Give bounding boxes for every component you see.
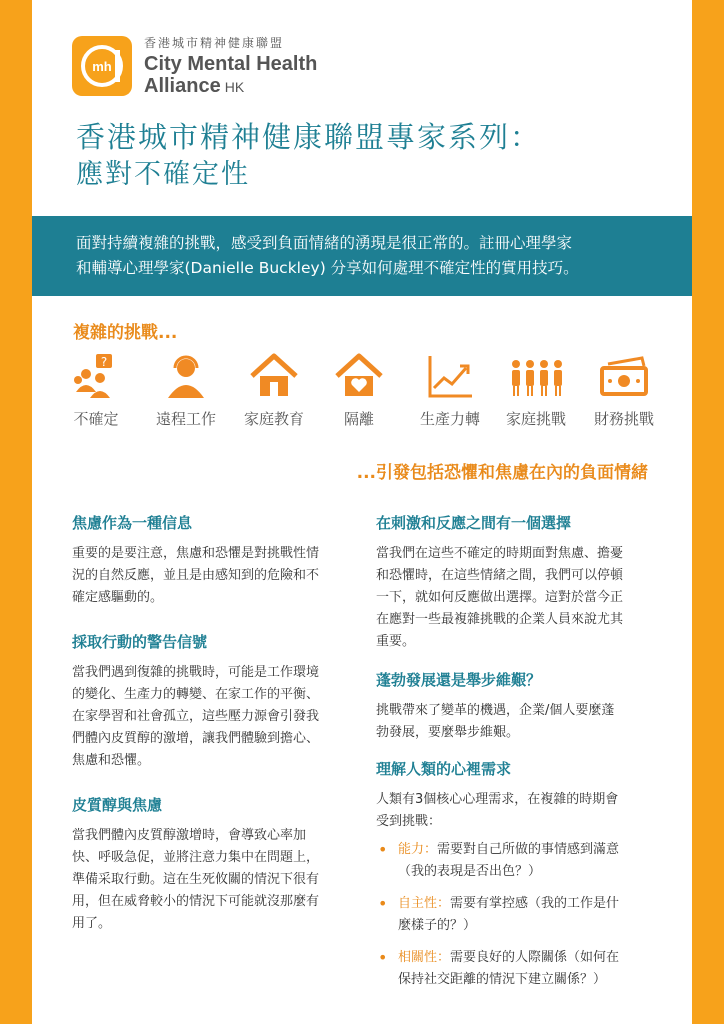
logo-mark-text: mh	[81, 45, 123, 87]
section-cortisol-anxiety	[72, 794, 352, 935]
logo-english-line2: Alliance HK	[144, 75, 245, 97]
need-term: 能力：	[398, 842, 438, 857]
family-icon	[508, 352, 564, 400]
section-heading: 在刺激和反應之間有一個選擇	[376, 514, 572, 532]
page-title	[76, 118, 541, 194]
people-question-icon	[70, 352, 122, 400]
challenge-uncertainty	[48, 352, 144, 429]
challenges-icon-row	[66, 352, 676, 442]
section-heading: 蓬勃發展還是舉步維艱？	[376, 671, 542, 689]
section-choice-between-stimulus-response	[376, 512, 656, 653]
challenge-label: 遠程工作	[155, 410, 216, 428]
section-body: 當我們遇到復雜的挑戰時，可能是工作環境 的變化、生產力的轉變、在家工作的平衡、 在家學習和社會孤立，這些壓力源會引發我 們體內皮質醇的激增，讓我們體驗到擔心、 焦慮和恐懼。	[72, 665, 320, 768]
left-orange-border	[0, 0, 32, 1024]
intro-banner	[32, 216, 692, 296]
logo-chinese-name: 香港城市精神健康聯盟	[144, 36, 285, 50]
section-body: 當我們體內皮質醇激增時，會導致心率加 快、呼吸急促，並將注意力集中在問題上， 準備采取行動。這在生死攸關的情況下很有 用，但在威脅較小的情況下可能就沒那麼有 用了。	[72, 828, 320, 931]
money-icon	[598, 352, 650, 400]
brand-logo	[72, 34, 317, 98]
challenge-remote-work	[138, 352, 234, 429]
section-body: 重要的是要注意，焦慮和恐懼是對挑戰性情 況的自然反應，並且是由感知到的危險和不 確定感驅動的。	[72, 546, 320, 605]
trend-chart-icon	[424, 352, 476, 400]
house-heart-icon	[333, 352, 385, 400]
need-term: 相關性：	[398, 950, 451, 965]
bullet-dot-icon: •	[378, 948, 388, 967]
title-line1: 香港城市精神健康聯盟專家系列：	[76, 120, 542, 154]
challenge-label: 財務挑戰	[593, 410, 654, 428]
section-thrive-or-struggle	[376, 669, 656, 744]
list-item: • 能力：需要對自己所做的事情感到滿意 （我的表現是否出色？）	[378, 840, 620, 879]
left-column	[72, 512, 352, 949]
section-warning-signs	[72, 631, 352, 772]
challenge-label: 隔離	[343, 410, 374, 428]
trigger-statement: ...引發包括恐懼和焦慮在內的負面情緒	[356, 463, 648, 483]
challenge-productivity	[402, 352, 498, 429]
title-line2: 應對不確定性	[76, 159, 250, 190]
section-body: 挑戰帶來了變革的機遇，企業/個人要麼蓬 勃發展，要麼舉步維艱。	[376, 703, 615, 740]
bullet-dot-icon: •	[378, 894, 388, 913]
list-item: • 相關性：需要良好的人際關係（如何在 保持社交距離的情況下建立關係？）	[378, 948, 620, 987]
logo-suffix: HK	[224, 79, 245, 95]
logo-mark-icon	[72, 36, 132, 96]
section-heading: 採取行動的警告信號	[72, 633, 208, 651]
section-psychological-needs	[376, 758, 656, 991]
section-heading: 皮質醇與焦慮	[72, 796, 163, 814]
section-body: 當我們在這些不確定的時期面對焦慮、擔憂 和恐懼時，在這些情緒之間，我們可以停頓 一下，就如何反應做出選擇。這對於當今正 在應對一些最複雜挑戰的企業人員來說尤其 重要。	[376, 546, 624, 649]
list-item: • 自主性：需要有掌控感（我的工作是什 麼樣子的？）	[378, 894, 620, 933]
challenge-isolation	[311, 352, 407, 429]
challenge-label: 家庭挑戰	[505, 410, 566, 428]
challenge-label: 生產力轉	[419, 410, 480, 428]
challenge-label: 不確定	[73, 410, 119, 428]
section-heading: 理解人類的心裡需求	[376, 760, 512, 778]
challenge-home-schooling	[226, 352, 322, 429]
needs-list	[376, 839, 656, 991]
svg-text:?: ?	[100, 355, 108, 369]
challenge-financial	[576, 352, 672, 429]
challenges-heading: 複雜的挑戰...	[73, 323, 178, 343]
logo-english-line1: City Mental Health	[144, 53, 318, 75]
headset-person-icon	[162, 352, 210, 400]
section-anxiety-as-information	[72, 512, 352, 609]
section-body: 人類有3個核心心理需求，在複雜的時期會 受到挑戰：	[376, 792, 619, 829]
house-icon	[248, 352, 300, 400]
right-orange-border	[692, 0, 724, 1024]
challenge-family	[488, 352, 584, 429]
section-heading: 焦慮作為一種信息	[72, 514, 193, 532]
bullet-dot-icon: •	[378, 840, 388, 859]
challenge-label: 家庭教育	[243, 410, 304, 428]
need-term: 自主性：	[398, 896, 451, 911]
banner-line2: 和輔導心理學家(Danielle Buckley) 分享如何處理不確定性的實用技巧。	[76, 259, 579, 277]
right-column	[376, 512, 656, 1001]
banner-line1: 面對持續複雜的挑戰，感受到負面情緒的湧現是很正常的。註冊心理學家	[76, 234, 573, 252]
